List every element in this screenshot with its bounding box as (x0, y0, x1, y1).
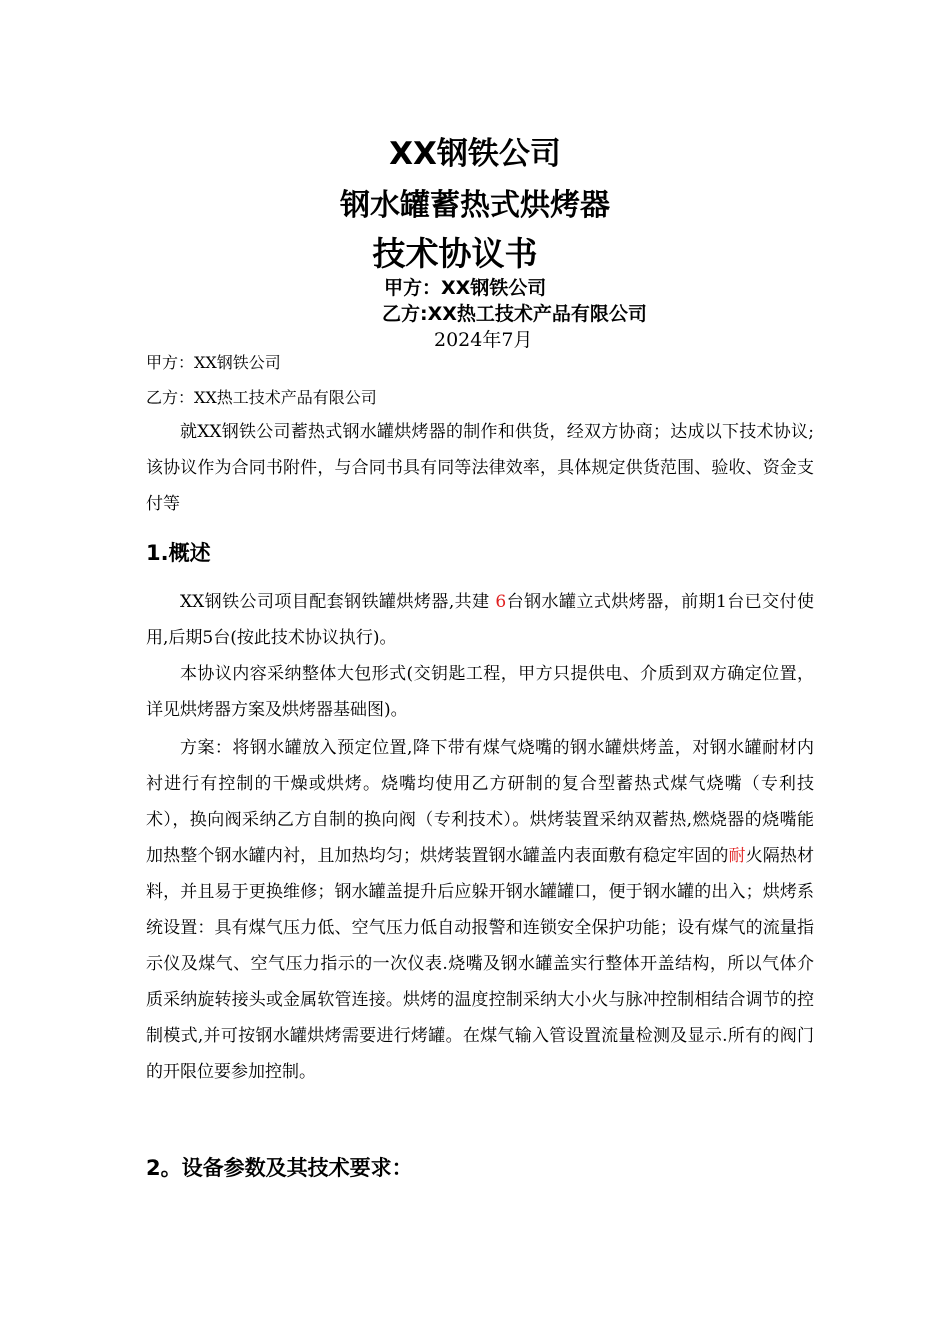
cover-date: 2024年7月 (434, 329, 533, 351)
furnace-count-highlight: 6 (495, 592, 507, 612)
cover-party-b: 乙方:XX热工技术产品有限公司 (382, 303, 647, 325)
section-1-heading: 1.概述 (146, 541, 211, 565)
cover-party-a: 甲方：XX钢铁公司 (384, 277, 547, 299)
scheme-text-end: 火隔热材料，并且易于更换维修；钢水罐盖提升后应躲开钢水罐罐口，便于钢水罐的出入；烘烤系统设置：具有煤气压力低、空气压力低自动报警和连锁安全保护功能；设有煤气的流量指示仪及煤气、空气压力指示的一次仪表.烧嘴及钢水罐盖实行整体开盖结构，所以气体介质采纳旋转接头或金属软管连接。烘烤的温度控制采纳大小火与脉冲控制相结合调节的控制模式,并可按钢水罐烘烤需要进行烤罐。在煤气输入管设置流量检测及显示.所有的阀门的开限位要参加控制。 (146, 846, 815, 1082)
scheme-paragraph (146, 730, 814, 1090)
document-title-company: XX钢铁公司 (389, 136, 561, 172)
document-title-type: 技术协议书 (372, 234, 538, 273)
overview-paragraph-1 (146, 584, 814, 656)
document-title-product: 钢水罐蓄热式烘烤器 (340, 188, 610, 223)
overview-text-end: 台钢水罐立式烘烤器，前期1台已交付使用,后期5台(按此技术协议执行)。 (146, 592, 814, 648)
overview-paragraph-2: 本协议内容采纳整体大包形式(交钥匙工程，甲方只提供电、介质到双方确定位置，详见烘烤器方案及烘烤器基础图)。 (146, 664, 814, 720)
scheme-text-start: 方案：将钢水罐放入预定位置,降下带有煤气烧嘴的钢水罐烘烤盖，对钢水罐耐材内衬进行有控制的干燥或烘烤。烧嘴均使用乙方研制的复合型蓄热式煤气烧嘴（专利技术），换向阀采纳乙方自制的换向阀（专利技术）。烘烤装置采纳双蓄热,燃烧器的烧嘴能加热整个钢水罐内衬，且加热均匀；烘烤装置钢水罐盖内表面敷有稳定牢固的 (146, 738, 814, 866)
overview-text-start: XX钢铁公司项目配套钢铁罐烘烤器,共建 (180, 592, 496, 612)
section-2-heading: 2。设备参数及其技术要求： (146, 1156, 413, 1180)
party-a-line: 甲方：XX钢铁公司 (146, 353, 281, 372)
intro-paragraph: 就XX钢铁公司蓄热式钢水罐烘烤器的制作和供货，经双方协商；达成以下技术协议;该协议作为合同书附件，与合同书具有同等法律效率，具体规定供货范围、验收、资金支付等 (146, 422, 814, 514)
scheme-highlight: 耐 (728, 846, 746, 866)
party-b-line: 乙方：XX热工技术产品有限公司 (146, 388, 377, 407)
